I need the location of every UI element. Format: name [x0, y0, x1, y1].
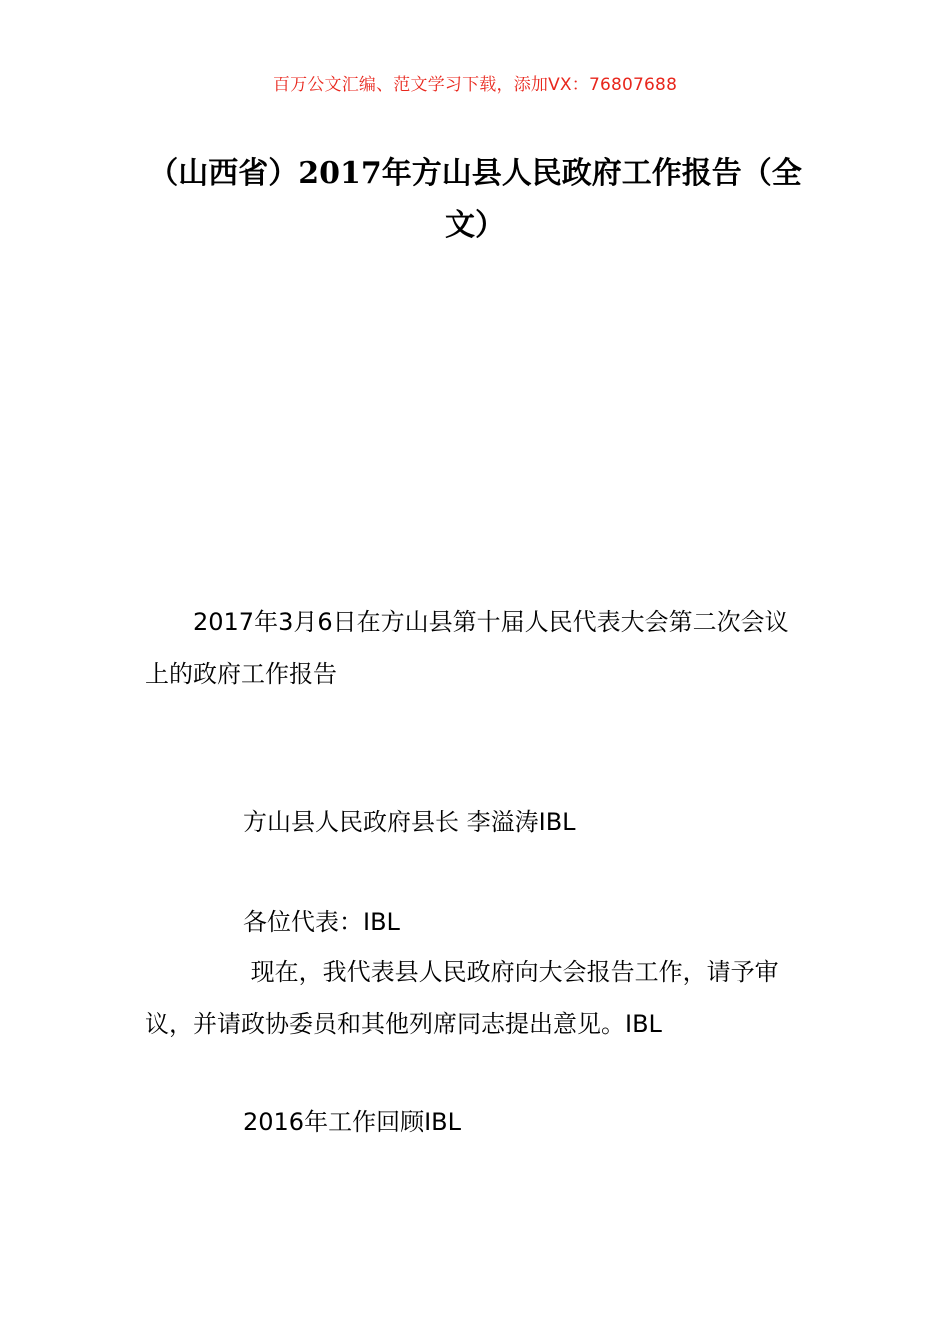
opening-paragraph: 现在，我代表县人民政府向大会报告工作，请予审议，并请政协委员和其他列席同志提出意见。IBL [145, 958, 779, 1038]
document-title: （山西省）2017年方山县人民政府工作报告（全文） [148, 156, 802, 243]
author-line: 方山县人民政府县长 李溢涛IBL [243, 808, 576, 836]
section-heading-2016-review: 2016年工作回顾IBL [243, 1108, 461, 1136]
report-subtitle-paragraph: 2017年3月6日在方山县第十届人民代表大会第二次会议上的政府工作报告 [145, 608, 789, 688]
salutation-line: 各位代表：IBL [243, 908, 400, 936]
watermark-header-note: 百万公文汇编、范文学习下载，添加VX：76807688 [272, 75, 678, 95]
